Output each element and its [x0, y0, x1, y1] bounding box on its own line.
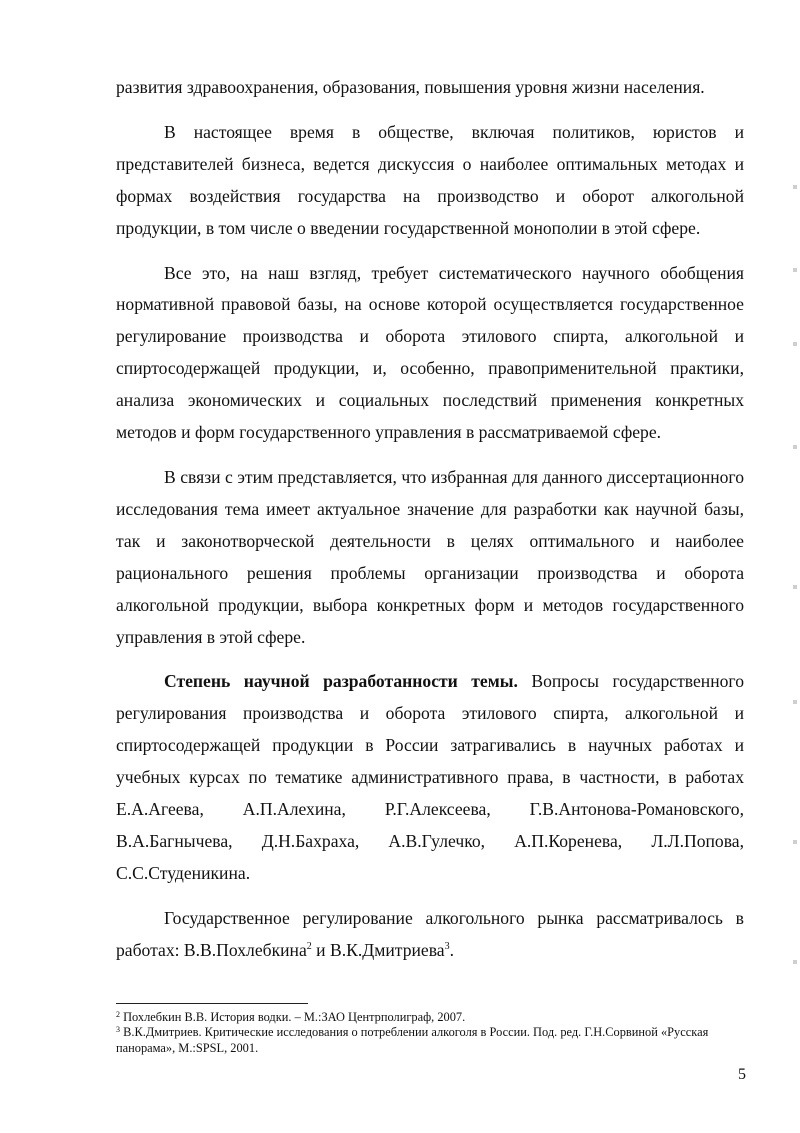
paragraph-alcohol-market — [116, 903, 744, 967]
footnote-mark: 3 — [116, 1025, 120, 1035]
scan-edge-mark — [793, 585, 797, 589]
footnote-mark: 2 — [116, 1010, 120, 1019]
footnote-separator — [116, 1003, 308, 1004]
footnote-text: Похлебкин В.В. История водки. – М.:ЗАО Центрполиграф, 2007. — [120, 1010, 466, 1024]
paragraph-systematization: Все это, на наш взгляд, требует систематического научного обобщения нормативной правовой базы, на основе которой осуществляется государственное регулирование производства и оборота этилового спирта, алкогольной и спиртосодержащей продукции, и, особенно, правоприменительной практики, анализа экономических и социальных последствий применения конкретных методов и форм государственного управления в рассматриваемой сфере. — [116, 262, 744, 443]
paragraph-relevance: В связи с этим представляется, что избранная для данного диссертационного исследования тема имеет актуальное значение для разработки как научной базы, так и законотворческой деятельности в целях оптимального и наиболее рационального решения проблемы организации производства и оборота алкогольной продукции, выбора конкретных форм и методов государственного управления в этой сфере. — [116, 466, 744, 647]
footnote-ref-2[interactable]: 2 — [306, 940, 312, 952]
footnote — [116, 1025, 744, 1056]
section-heading-research-degree: Степень научной разработанности темы. — [164, 671, 518, 692]
scan-edge-mark — [793, 445, 797, 449]
scan-edge-mark — [793, 185, 797, 189]
scan-edge-mark — [793, 342, 797, 346]
body-text — [116, 72, 744, 967]
page-number: 5 — [738, 1066, 746, 1083]
alcohol-market-text: Государственное регулирование алкогольного рынка рассматривалось в работах: В.В.Похлебкина — [116, 907, 744, 960]
scan-edge-mark — [793, 268, 797, 272]
paragraph-continuation: развития здравоохранения, образования, повышения уровня жизни населения. — [116, 77, 705, 97]
scan-edge-mark — [793, 960, 797, 964]
research-degree-text: Вопросы государственного регулирования производства и оборота этилового спирта, алкогольной и спиртосодержащей продукции в России затрагивались в научных работах и учебных курсах по тематике административного права, в частности, в работах Е.А.Агеева, А.П.Алехина, Р.Г.Алексеева, Г.В.Антонова-Романовского, В.А.Багнычева, Д.Н.Бахраха, А.В.Гулечко, А.П.Коренева, Л.Л.Попова, С.С.Студеникина. — [116, 671, 744, 883]
footnote-ref-3[interactable]: 3 — [444, 940, 450, 952]
alcohol-market-text-end: . — [449, 939, 455, 960]
paragraph-research-degree — [116, 666, 744, 889]
scan-edge-mark — [793, 700, 797, 704]
alcohol-market-text-cont: и В.К.Дмитриева — [311, 939, 445, 960]
scan-edge-mark — [793, 840, 797, 844]
paragraph-discussion: В настоящее время в обществе, включая политиков, юристов и представителей бизнеса, ведется дискуссия о наиболее оптимальных методах и формах воздействия государства на производство и оборот алкогольной продукции, в том числе о введении государственной монополии в этой сфере. — [116, 121, 744, 238]
footnote-text: В.К.Дмитриев. Критические исследования о потреблении алкоголя в России. Под. ред. Г.Н.Сорвиной «Русская панорама», М.:SPSL, 2001. — [116, 1025, 709, 1055]
footnote — [116, 1010, 744, 1025]
footnotes — [116, 1010, 744, 1056]
